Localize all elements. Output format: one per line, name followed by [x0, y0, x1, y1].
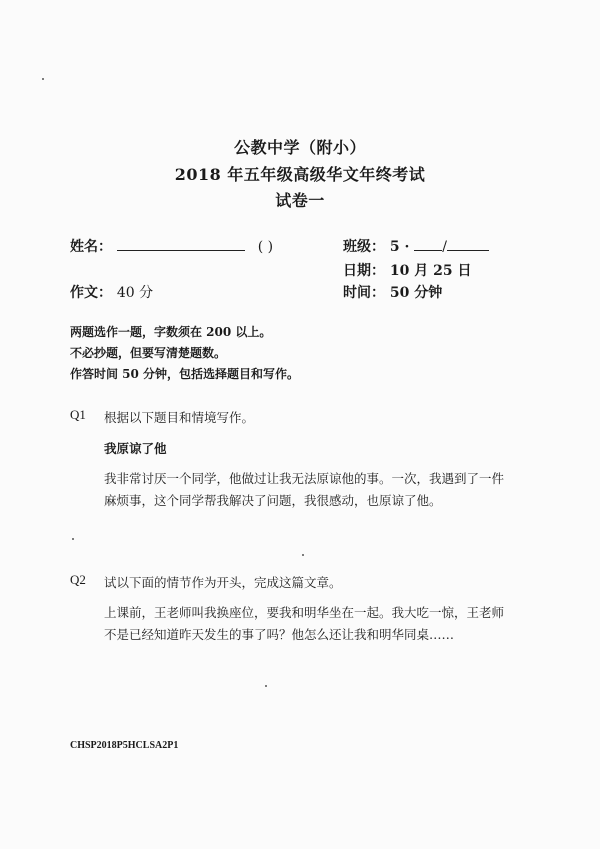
class-label: 班级： [343, 239, 385, 255]
instructions [70, 322, 299, 385]
instruction-line: 作答时间 50 分钟，包括选择题目和写作。 [70, 367, 300, 381]
name-blank-line[interactable] [117, 236, 245, 251]
essay-value: 40 分 [116, 285, 154, 301]
instruction-line: 不必抄题，但要写清楚题数。 [70, 346, 227, 360]
essay-marks-field [70, 282, 153, 302]
scan-speck [42, 78, 44, 80]
q1-essay-title: 我原谅了他 [104, 441, 167, 456]
date-value: 10 月 25 日 [389, 263, 472, 279]
date-label: 日期： [343, 263, 385, 279]
scan-speck [302, 554, 304, 556]
class-value: 5 · [389, 239, 410, 255]
instruction-line: 两题选作一题，字数须在 200 以上。 [70, 325, 272, 339]
essay-label: 作文： [70, 285, 112, 301]
time-label: 时间： [343, 285, 385, 301]
scan-speck [72, 538, 74, 540]
q2-label: Q2 [70, 572, 86, 587]
q2-prompt: 试以下面的情节作为开头，完成这篇文章。 [104, 575, 342, 590]
scan-speck [265, 685, 267, 687]
class-blank-line-1[interactable] [414, 236, 442, 251]
paper-code: CHSP2018P5HCLSA2P1 [70, 740, 179, 751]
name-field [70, 236, 273, 256]
exam-title: 2018 年五年级高级华文年终考试 [174, 165, 426, 184]
q1-body: 我非常讨厌一个同学，他做过让我无法原谅他的事。一次，我遇到了一件麻烦事，这个同学帮我解决了问题，我很感动，也原谅了他。 [104, 471, 505, 508]
q2-body: 上课前，王老师叫我换座位，要我和明华坐在一起。我大吃一惊，王老师不是已经知道昨天发生的事了吗？他怎么还让我和明华同桌…… [104, 605, 505, 642]
school-name: 公教中学（附小） [233, 138, 366, 157]
time-field [343, 282, 442, 302]
name-index-paren: ( ) [257, 239, 274, 255]
class-blank-line-2[interactable] [447, 236, 489, 251]
class-field: 班级： 5 · / [343, 236, 489, 256]
time-value: 50 分钟 [389, 285, 443, 301]
q1-label: Q1 [70, 407, 86, 422]
date-field [343, 260, 471, 280]
name-label: 姓名： [70, 239, 112, 255]
q1-prompt: 根据以下题目和情境写作。 [104, 410, 255, 425]
paper-title: 试卷一 [275, 191, 325, 210]
